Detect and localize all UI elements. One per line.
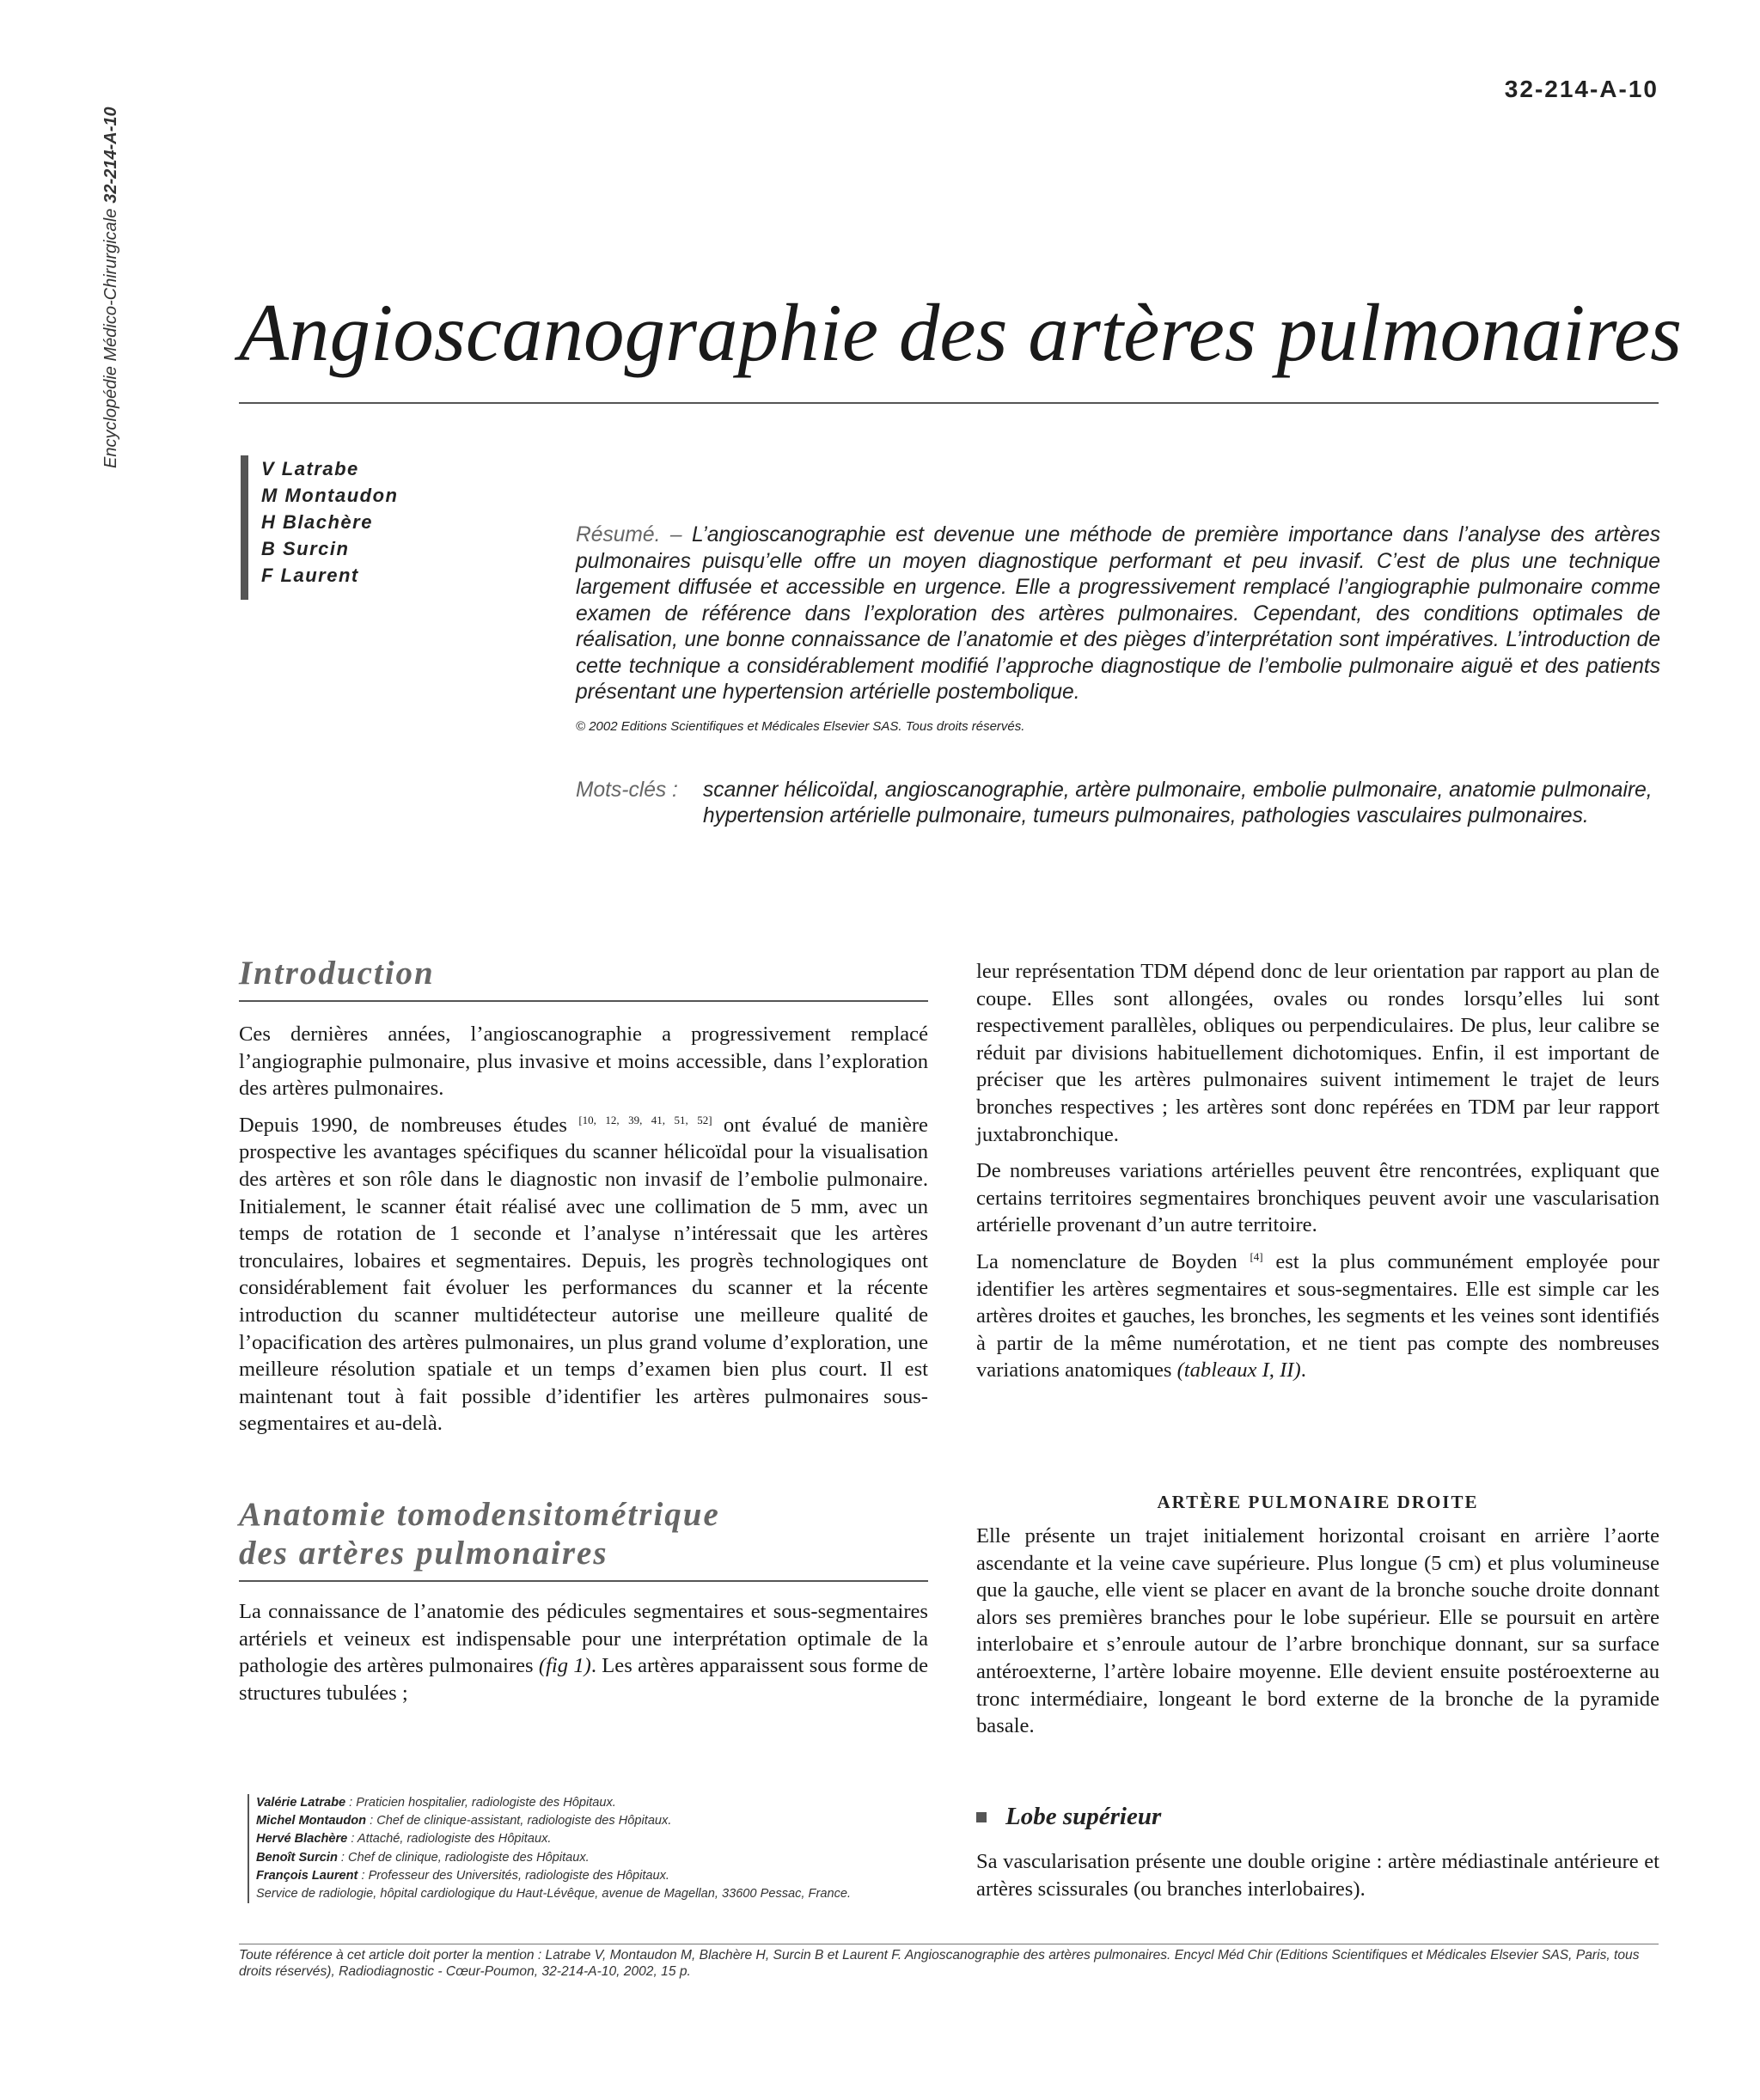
lobe-superieur-title: Lobe supérieur	[1005, 1803, 1162, 1830]
tables-reference: (tableaux I, II)	[1176, 1358, 1301, 1383]
intro-p2-start: Depuis 1990, de nombreuses études	[239, 1113, 567, 1137]
keywords-block	[576, 778, 1660, 830]
affiliation-line	[256, 1794, 935, 1812]
anatomie-body	[239, 1598, 928, 1716]
title-divider	[239, 402, 1659, 404]
side-journal-name: Encyclopédie Médico-Chirurgicale	[101, 208, 120, 468]
affiliations-block	[248, 1794, 935, 1903]
article-title: Angioscanographie des artères pulmonaires	[239, 287, 1683, 378]
lobe-superieur-paragraph: Sa vascularisation présente une double origine : artère médiastinale antérieure et artères scissurales (ou branches interlobaires).	[976, 1850, 1659, 1901]
affiliation-line	[256, 1867, 935, 1885]
affiliation-name: Benoît Surcin	[256, 1850, 338, 1865]
affiliation-name: Hervé Blachère	[256, 1832, 348, 1847]
author-name: M Montaudon	[261, 485, 399, 506]
right-column-body	[976, 958, 1659, 1394]
introduction-heading: Introduction	[239, 955, 435, 992]
anatomy-paragraph: De nombreuses variations artérielles peuvent être rencontrées, expliquant que certains territoires segmentaires bronchiques peuvent avoir une vascularisation artérielle provenant d’un autre territoire.	[976, 1159, 1659, 1237]
author-name: B Surcin	[261, 538, 350, 559]
intro-p2-rest: ont évalué de manière prospective les avantages spécifiques du scanner hélicoïdal pour la visualisation des artères et son rôle dans le diagnostic non invasif de l’embolie pulmonaire. Initialement, le scanner était réalisé avec une collimation de 5 mm, avec un temps de rotation de 1 seconde et l’analyse n’intéressait que les artères tronculaires, lobaires et segmentaires. Depuis, les progrès technologiques ont considérablement fait évoluer les performances du scanner et la récente introduction du scanner multidétecteur autorise une meilleure qualité de l’opacification des artères pulmonaires, un plus grand volume d’exploration, une meilleure résolution spatiale et un temps d’examen bien plus court. Il est maintenant tout à fait possible d’identifier les artères pulmonaires sous-segmentaires et au-delà.	[239, 1113, 928, 1436]
abstract-text-para	[576, 522, 1660, 706]
anatomie-heading-line1: Anatomie tomodensitométrique	[239, 1496, 720, 1533]
affiliation-name: Michel Montaudon	[256, 1814, 367, 1828]
square-bullet-icon	[976, 1812, 987, 1822]
document-code: 32-214-A-10	[1504, 76, 1659, 102]
author-name: V Latrabe	[261, 458, 359, 479]
anatomie-heading-line2: des artères pulmonaires	[239, 1535, 608, 1572]
boyden-end: .	[1300, 1358, 1306, 1383]
introduction-rule	[239, 1000, 928, 1002]
reference-citation: [10, 12, 39, 41, 51, 52]	[578, 1113, 712, 1126]
affiliation-name: François Laurent	[256, 1868, 358, 1883]
affiliation-name: Valérie Latrabe	[256, 1796, 346, 1810]
anatomy-paragraph	[976, 1248, 1659, 1384]
abstract-label: Résumé. –	[576, 523, 682, 546]
affiliation-line	[256, 1812, 935, 1830]
anatomie-p1-start: La connaissance de l’anatomie des pédicules segmentaires et sous-segmentaires artériels et veineux est indispensable pour une interprétation optimale de la pathologie des artères pulmonaires	[239, 1600, 928, 1678]
boyden-rest: est la plus communément employée pour identifier les artères segmentaires et sous-segmentaires. Elle est simple car les artères droites et gauches, les bronches, les segments et les veines sont identifiés à partir de la même numérotation, et ne tient pas compte des nombreuses variations anatomiques	[976, 1249, 1659, 1383]
side-journal-code: 32-214-A-10	[101, 107, 120, 204]
affiliation-role: : Praticien hospitalier, radiologiste des Hôpitaux.	[345, 1796, 616, 1810]
anatomie-rule	[239, 1580, 928, 1582]
artere-droite-body	[976, 1523, 1659, 1749]
affiliation-role: : Chef de clinique, radiologiste des Hôpitaux.	[337, 1850, 590, 1865]
keywords-label: Mots-clés :	[576, 778, 678, 802]
lobe-superieur-body	[976, 1848, 1659, 1912]
artere-droite-paragraph: Elle présente un trajet initialement horizontal croisant en arrière l’aorte ascendante et la veine cave supérieure. Plus longue (5 cm) et plus volumineuse que la gauche, elle vient se placer en avant de la bronche souche droite donnant alors ses premières branches pour le lobe supérieur. Elle se poursuit en artère interlobaire et s’enroule autour de l’arbre bronchique donnant, sur sa surface antéroexterne, l’artère lobaire moyenne. Elle devient ensuite postéroexterne au tronc intermédiaire, longeant le bord externe de la bronche de la pyramide basale.	[976, 1524, 1659, 1738]
anatomy-paragraph: leur représentation TDM dépend donc de leur orientation par rapport au plan de coupe. Elles sont allongées, ovales ou rondes lorsqu’elles lui sont respectivement parallèles, obliques ou perpendiculaires. De plus, leur calibre se réduit par divisions habituellement dichotomiques. Enfin, il est important de préciser que les artères pulmonaires suivent intimement le trajet de leurs bronches respectives ; les artères sont donc repérées en TDM par leur rapport juxtabronchique.	[976, 960, 1659, 1146]
anatomie-paragraph	[239, 1598, 928, 1706]
introduction-paragraph: Ces dernières années, l’angioscanographie a progressivement remplacé l’angiographie pulmonaire, plus invasive et moins accessible, dans l’exploration des artères pulmonaires.	[239, 1023, 928, 1101]
affiliation-role: : Chef de clinique-assistant, radiologiste des Hôpitaux.	[366, 1814, 672, 1828]
reference-citation: [4]	[1250, 1249, 1263, 1263]
artere-droite-heading: ARTÈRE PULMONAIRE DROITE	[1157, 1492, 1479, 1512]
affiliation-line	[256, 1830, 935, 1848]
abstract-text: L’angioscanographie est devenue une méthode de première importance dans l’analyse des artères pulmonaires puisqu’elle offre un moyen diagnostique performant et peu invasif. C’est de plus une technique largement diffusée et accessible en urgence. Elle a progressivement remplacé l’angiographie pulmonaire comme examen de référence dans l’exploration des artères pulmonaires. Cependant, des conditions optimales de réalisation, une bonne connaissance de l’anatomie et des pièges d’interprétation sont impératives. L’introduction de cette technique a considérablement modifié l’approche diagnostique de l’embolie pulmonaire aiguë et des patients présentant une hypertension artérielle postembolique.	[576, 523, 1660, 704]
boyden-start: La nomenclature de Boyden	[976, 1249, 1238, 1273]
affiliation-service: Service de radiologie, hôpital cardiologique du Haut-Lévêque, avenue de Magellan, 33600 Pessac, France.	[256, 1887, 852, 1902]
introduction-paragraph	[239, 1112, 928, 1438]
affiliation-line	[256, 1849, 935, 1867]
citation-note: Toute référence à cet article doit porter la mention : Latrabe V, Montaudon M, Blachère H, Surcin B et Laurent F. Angioscanographie des artères pulmonaires. Encycl Méd Chir (Editions Scientifiques et Médicales Elsevier SAS, Paris, tous droits réservés), Radiodiagnostic - Cœur-Poumon, 32-214-A-10, 2002, 15 p.	[239, 1948, 1640, 1979]
author-name: F Laurent	[261, 565, 359, 586]
abstract-block	[576, 522, 1660, 830]
affiliation-role: : Professeur des Universités, radiologiste des Hôpitaux.	[358, 1868, 669, 1883]
keywords-list: scanner hélicoïdal, angioscanographie, artère pulmonaire, embolie pulmonaire, anatomie pulmonaire, hypertension artérielle pulmonaire, tumeurs pulmonaires, pathologies vasculaires pulmonaires.	[703, 778, 1653, 827]
abstract-copyright: © 2002 Editions Scientifiques et Médicales Elsevier SAS. Tous droits réservés.	[576, 718, 1025, 734]
authors-block	[241, 455, 398, 600]
side-journal-label	[101, 107, 121, 468]
author-name: H Blachère	[261, 511, 373, 533]
affiliation-role: : Attaché, radiologiste des Hôpitaux.	[347, 1832, 552, 1847]
figure-reference: (fig 1)	[538, 1654, 591, 1678]
anatomie-p1-end: . Les artères apparaissent sous forme de structures tubulées ;	[239, 1654, 928, 1705]
lobe-superieur-heading	[976, 1803, 1161, 1831]
introduction-body	[239, 1021, 928, 1447]
anatomie-heading	[239, 1495, 720, 1572]
